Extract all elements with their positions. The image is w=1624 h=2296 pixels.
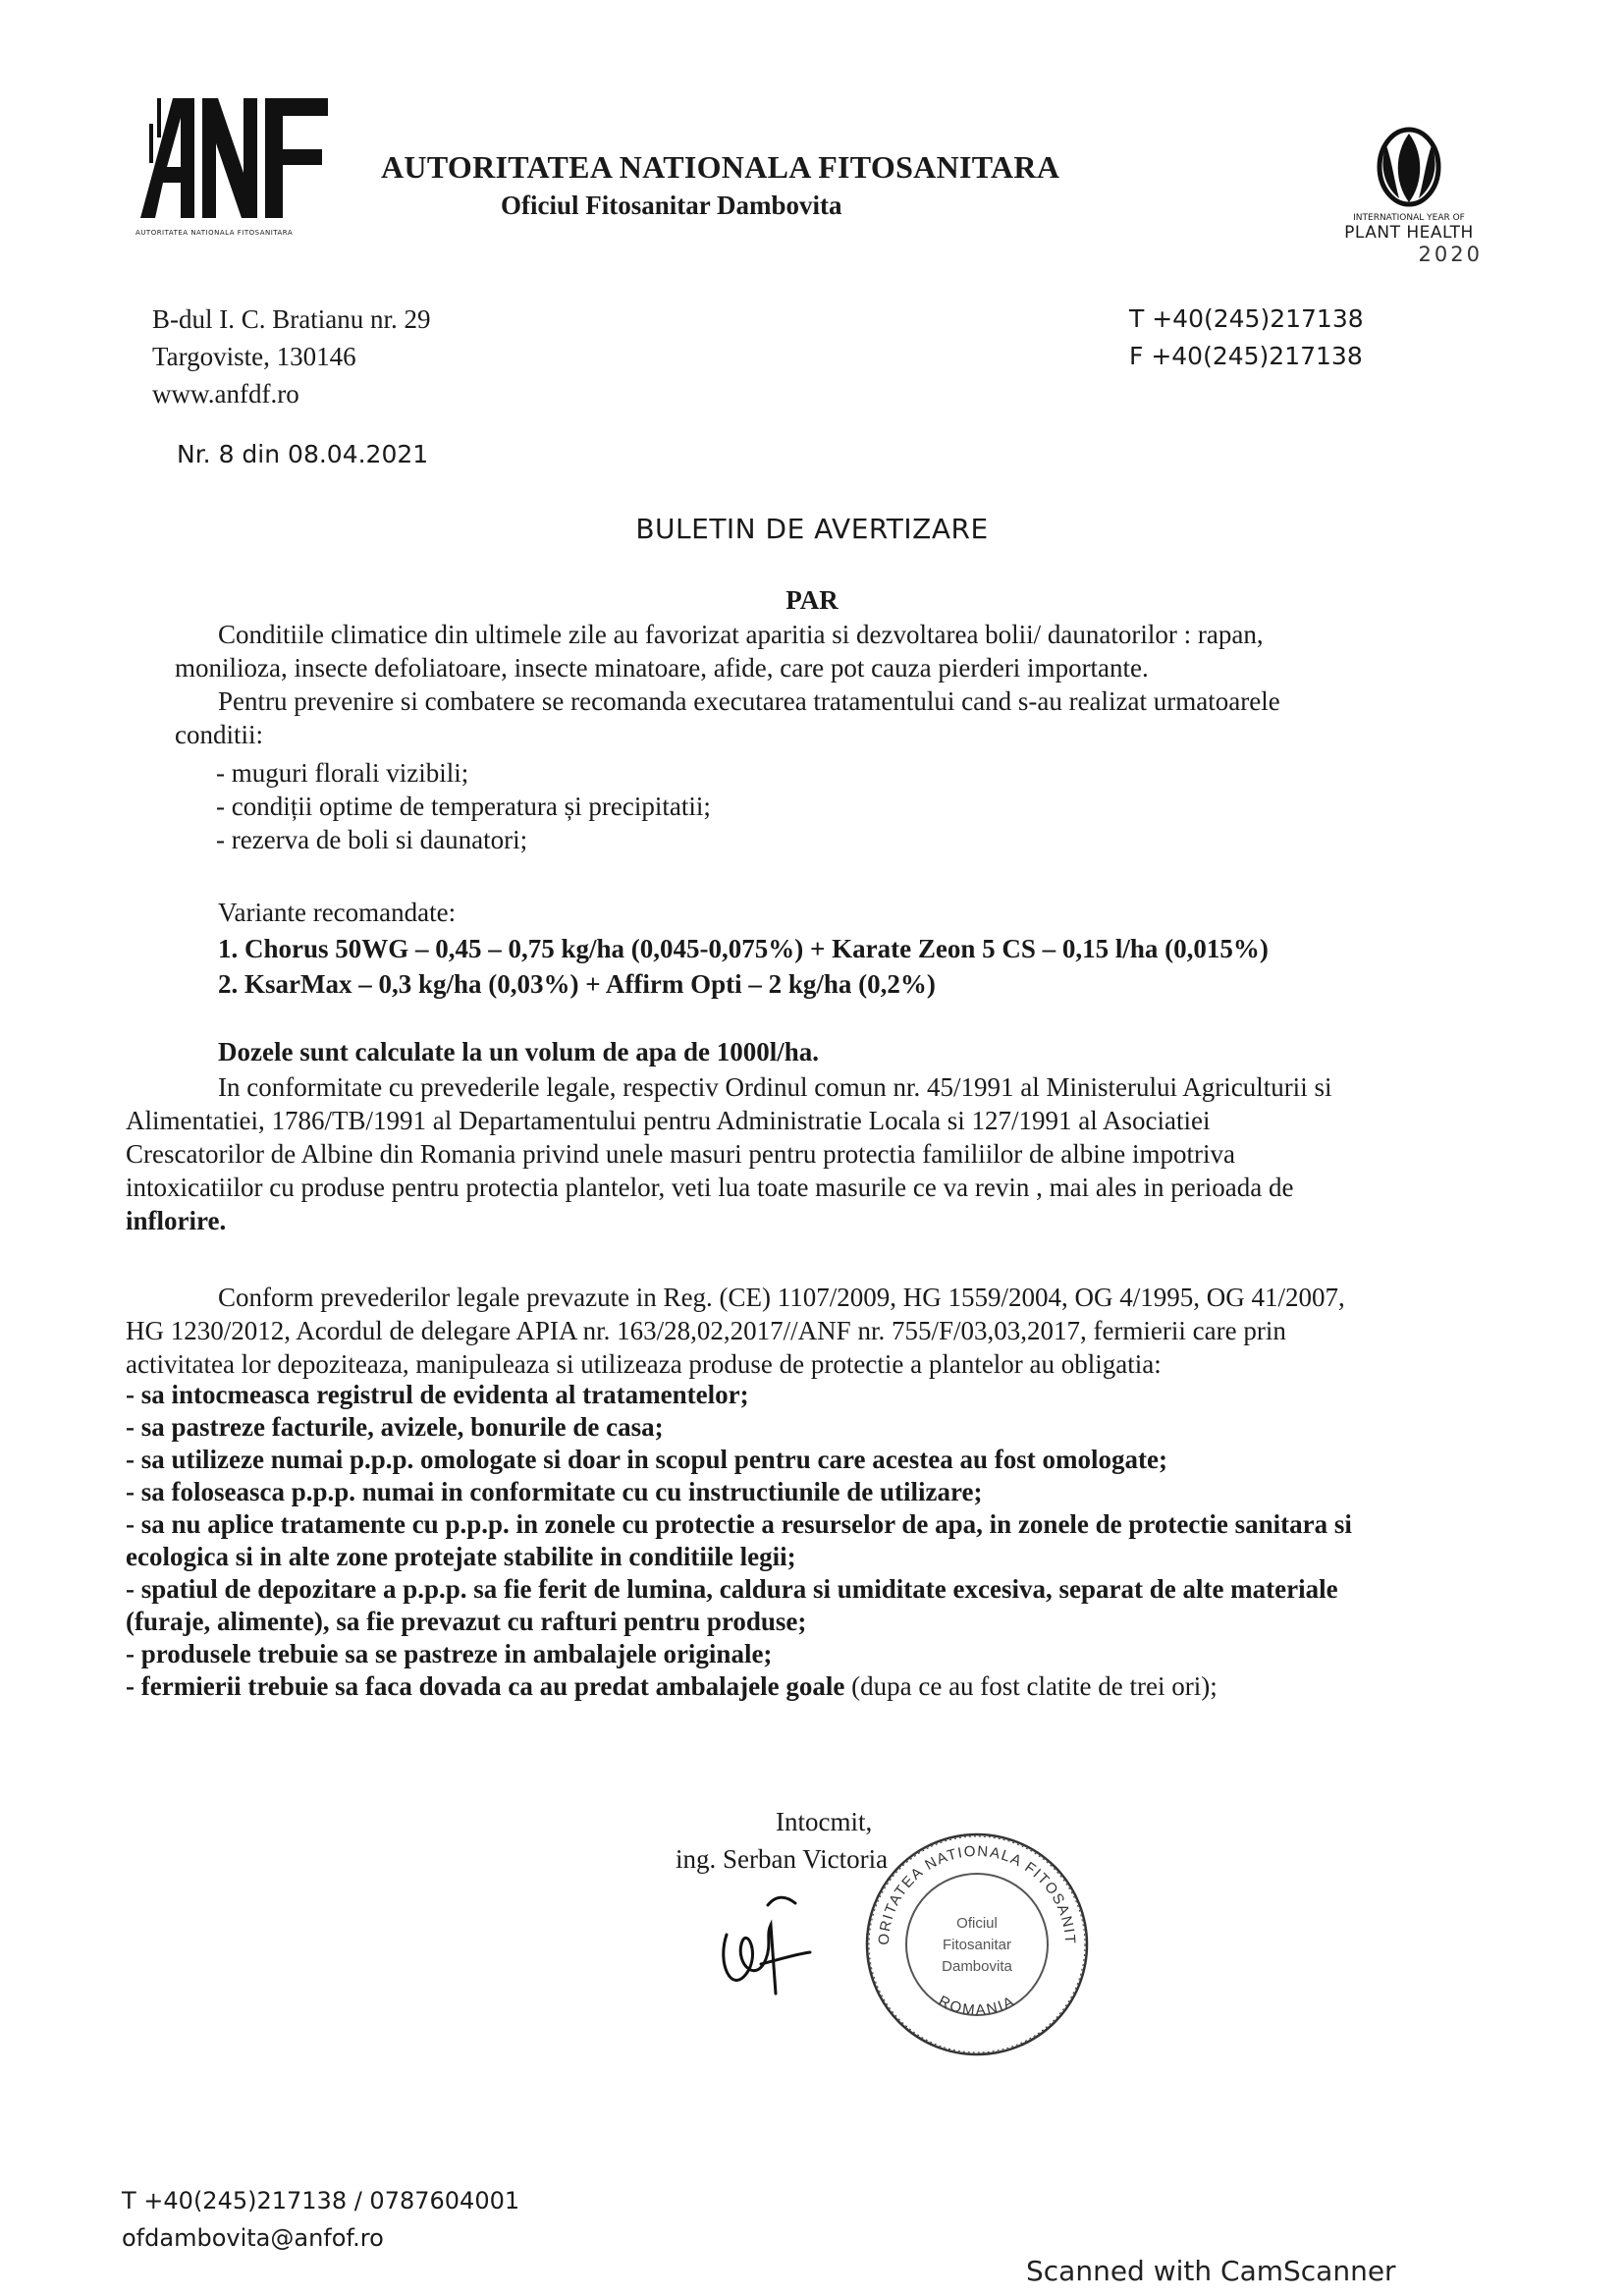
stamp-line-3: Dambovita xyxy=(942,1958,1012,1975)
bee-protection-paragraph xyxy=(126,1070,1540,1237)
obligations-list xyxy=(126,1379,1352,1703)
prevention-line-1: Pentru prevenire si combatere se recomanda executarea tratamentului cand s-au realizat urmatoarele xyxy=(218,686,1280,716)
anf-logo-icon xyxy=(135,94,332,220)
footer-email: ofdambovita@anfof.ro xyxy=(122,2224,384,2252)
org-name: AUTORITATEA NATIONALA FITOSANITARA xyxy=(381,149,1060,185)
logo-subtitle: AUTORITATEA NATIONALA FITOSANITARA xyxy=(135,229,294,237)
stamp-icon xyxy=(854,1822,1100,2067)
address-line-1: B-dul I. C. Bratianu nr. 29 xyxy=(152,304,431,334)
official-stamp xyxy=(854,1822,1100,2067)
obligation-item: - spatiul de depozitare a p.p.p. sa fie ferit de lumina, caldura si umiditate excesiva, separat de alte materiale xyxy=(126,1574,1338,1604)
address-line-2: Targoviste, 130146 xyxy=(152,342,356,371)
iyph-logo xyxy=(1326,124,1492,281)
obligation-item: - sa utilizeze numai p.p.p. omologate si doar in scopul pentru care acestea au fost omologate; xyxy=(126,1445,1167,1474)
bee-line-3: Crescatorilor de Albine din Romania privind unele masuri pentru protectia familiilor de albine impotriva xyxy=(126,1139,1235,1169)
document-number: Nr. 8 din 08.04.2021 xyxy=(177,440,429,468)
svg-text:ROMANIA xyxy=(936,1993,1018,2019)
intro-line-1: Conditiile climatice din ultimele zile au favorizat aparitia si dezvoltarea bolii/ daunatorilor : rapan, xyxy=(218,620,1264,649)
obligation-item: - sa pastreze facturile, avizele, bonurile de casa; xyxy=(126,1412,664,1442)
condition-item: - muguri florali vizibili; xyxy=(216,758,469,788)
obligation-item-last xyxy=(126,1670,1352,1703)
variant-item: 1. Chorus 50WG – 0,45 – 0,75 kg/ha (0,045-0,075%) + Karate Zeon 5 CS – 0,15 l/ha (0,015%) xyxy=(218,934,1269,963)
bee-line-2: Alimentatiei, 1786/TB/1991 al Departamentului pentru Administratie Locala si 127/1991 al Asociatiei xyxy=(126,1106,1211,1135)
office-name: Oficiul Fitosanitar Dambovita xyxy=(501,191,842,220)
handwritten-signature xyxy=(707,1866,825,2013)
document-title: BULETIN DE AVERTIZARE xyxy=(635,513,989,545)
variants-heading: Variante recomandate: xyxy=(218,898,457,927)
stamp-bottom-text: ROMANIA xyxy=(936,1993,1018,2019)
footer-contact xyxy=(122,2182,519,2257)
prepared-by-label: Intocmit, xyxy=(776,1807,873,1836)
bee-line-4: intoxicatiilor cu produse pentru protectia plantelor, veti lua toate masurile ce va revin , mai ales in perioada de xyxy=(126,1173,1294,1202)
intro-paragraph xyxy=(175,618,1540,751)
obligation-item: ecologica si in alte zone protejate stabilite in conditiile legii; xyxy=(126,1542,796,1571)
fax-number: F +40(245)217138 xyxy=(1129,342,1363,370)
obligation-item: - produsele trebuie sa se pastreze in ambalajele originale; xyxy=(126,1639,773,1668)
signature-icon xyxy=(707,1866,825,2013)
signatory-name: ing. Serban Victoria xyxy=(676,1844,889,1874)
obligation-item: - sa foloseasca p.p.p. numai in conformitate cu cu instructiunile de utilizare; xyxy=(126,1477,983,1506)
footer-phones: T +40(245)217138 / 0787604001 xyxy=(122,2187,520,2214)
stamp-top-text: ORITATEA NATIONALA FITOSANIT xyxy=(875,1842,1079,1946)
legal-line-2: HG 1230/2012, Acordul de delegare APIA nr. 163/28,02,2017//ANF nr. 755/F/03,03,2017, fermierii care prin xyxy=(126,1316,1286,1345)
plant-health-icon xyxy=(1326,124,1492,208)
obligation-last-bold: - fermierii trebuie sa faca dovada ca au predat ambalajele goale xyxy=(126,1671,845,1701)
iyph-line1: INTERNATIONAL YEAR OF xyxy=(1353,213,1465,223)
obligation-item: - sa intocmeasca registrul de evidenta al tratamentelor; xyxy=(126,1380,749,1409)
conditions-list xyxy=(216,756,711,856)
stamp-line-2: Fitosanitar xyxy=(942,1937,1012,1953)
address-block xyxy=(152,301,430,412)
phone-fax-block xyxy=(1129,301,1364,375)
condition-item: - condiții optime de temperatura și precipitatii; xyxy=(216,792,711,821)
variants-list xyxy=(218,931,1269,1002)
phone-number: T +40(245)217138 xyxy=(1129,304,1364,333)
iyph-line2: PLANT HEALTH xyxy=(1344,223,1474,243)
condition-item: - rezerva de boli si daunatori; xyxy=(216,825,528,854)
stamp-line-1: Oficiul xyxy=(956,1915,998,1932)
obligation-last-normal: (dupa ce au fost clatite de trei ori); xyxy=(844,1671,1218,1701)
scanner-watermark: Scanned with CamScanner xyxy=(1026,2255,1396,2287)
crop-name: PAR xyxy=(785,585,839,615)
dose-note: Dozele sunt calculate la un volum de apa de 1000l/ha. xyxy=(218,1037,820,1066)
prevention-line-2: conditii: xyxy=(175,720,263,749)
legal-line-1: Conform prevederilor legale prevazute in Reg. (CE) 1107/2009, HG 1559/2004, OG 4/1995, OG 41/2007, xyxy=(218,1283,1345,1312)
variant-item: 2. KsarMax – 0,3 kg/ha (0,03%) + Affirm Opti – 2 kg/ha (0,2%) xyxy=(218,969,936,999)
bee-line-5: inflorire. xyxy=(126,1206,227,1235)
intro-line-2: monilioza, insecte defoliatoare, insecte minatoare, afide, care pot cauza pierderi importante. xyxy=(175,653,1149,683)
website: www.anfdf.ro xyxy=(152,379,299,409)
bee-line-1: In conformitate cu prevederile legale, respectiv Ordinul comun nr. 45/1991 al Ministerului Agriculturii si xyxy=(218,1072,1332,1102)
legal-paragraph xyxy=(126,1281,1540,1381)
iyph-year: 2020 xyxy=(1418,243,1483,266)
obligation-item: - sa nu aplice tratamente cu p.p.p. in zonele cu protectie a resurselor de apa, in zonele de protectie sanitara si xyxy=(126,1509,1352,1539)
obligation-item: (furaje, alimente), sa fie prevazut cu rafturi pentru produse; xyxy=(126,1607,807,1636)
legal-line-3: activitatea lor depoziteaza, manipuleaza si utilizeaza produse de protectie a plantelor au obligatia: xyxy=(126,1349,1162,1379)
anf-logo xyxy=(135,94,332,242)
